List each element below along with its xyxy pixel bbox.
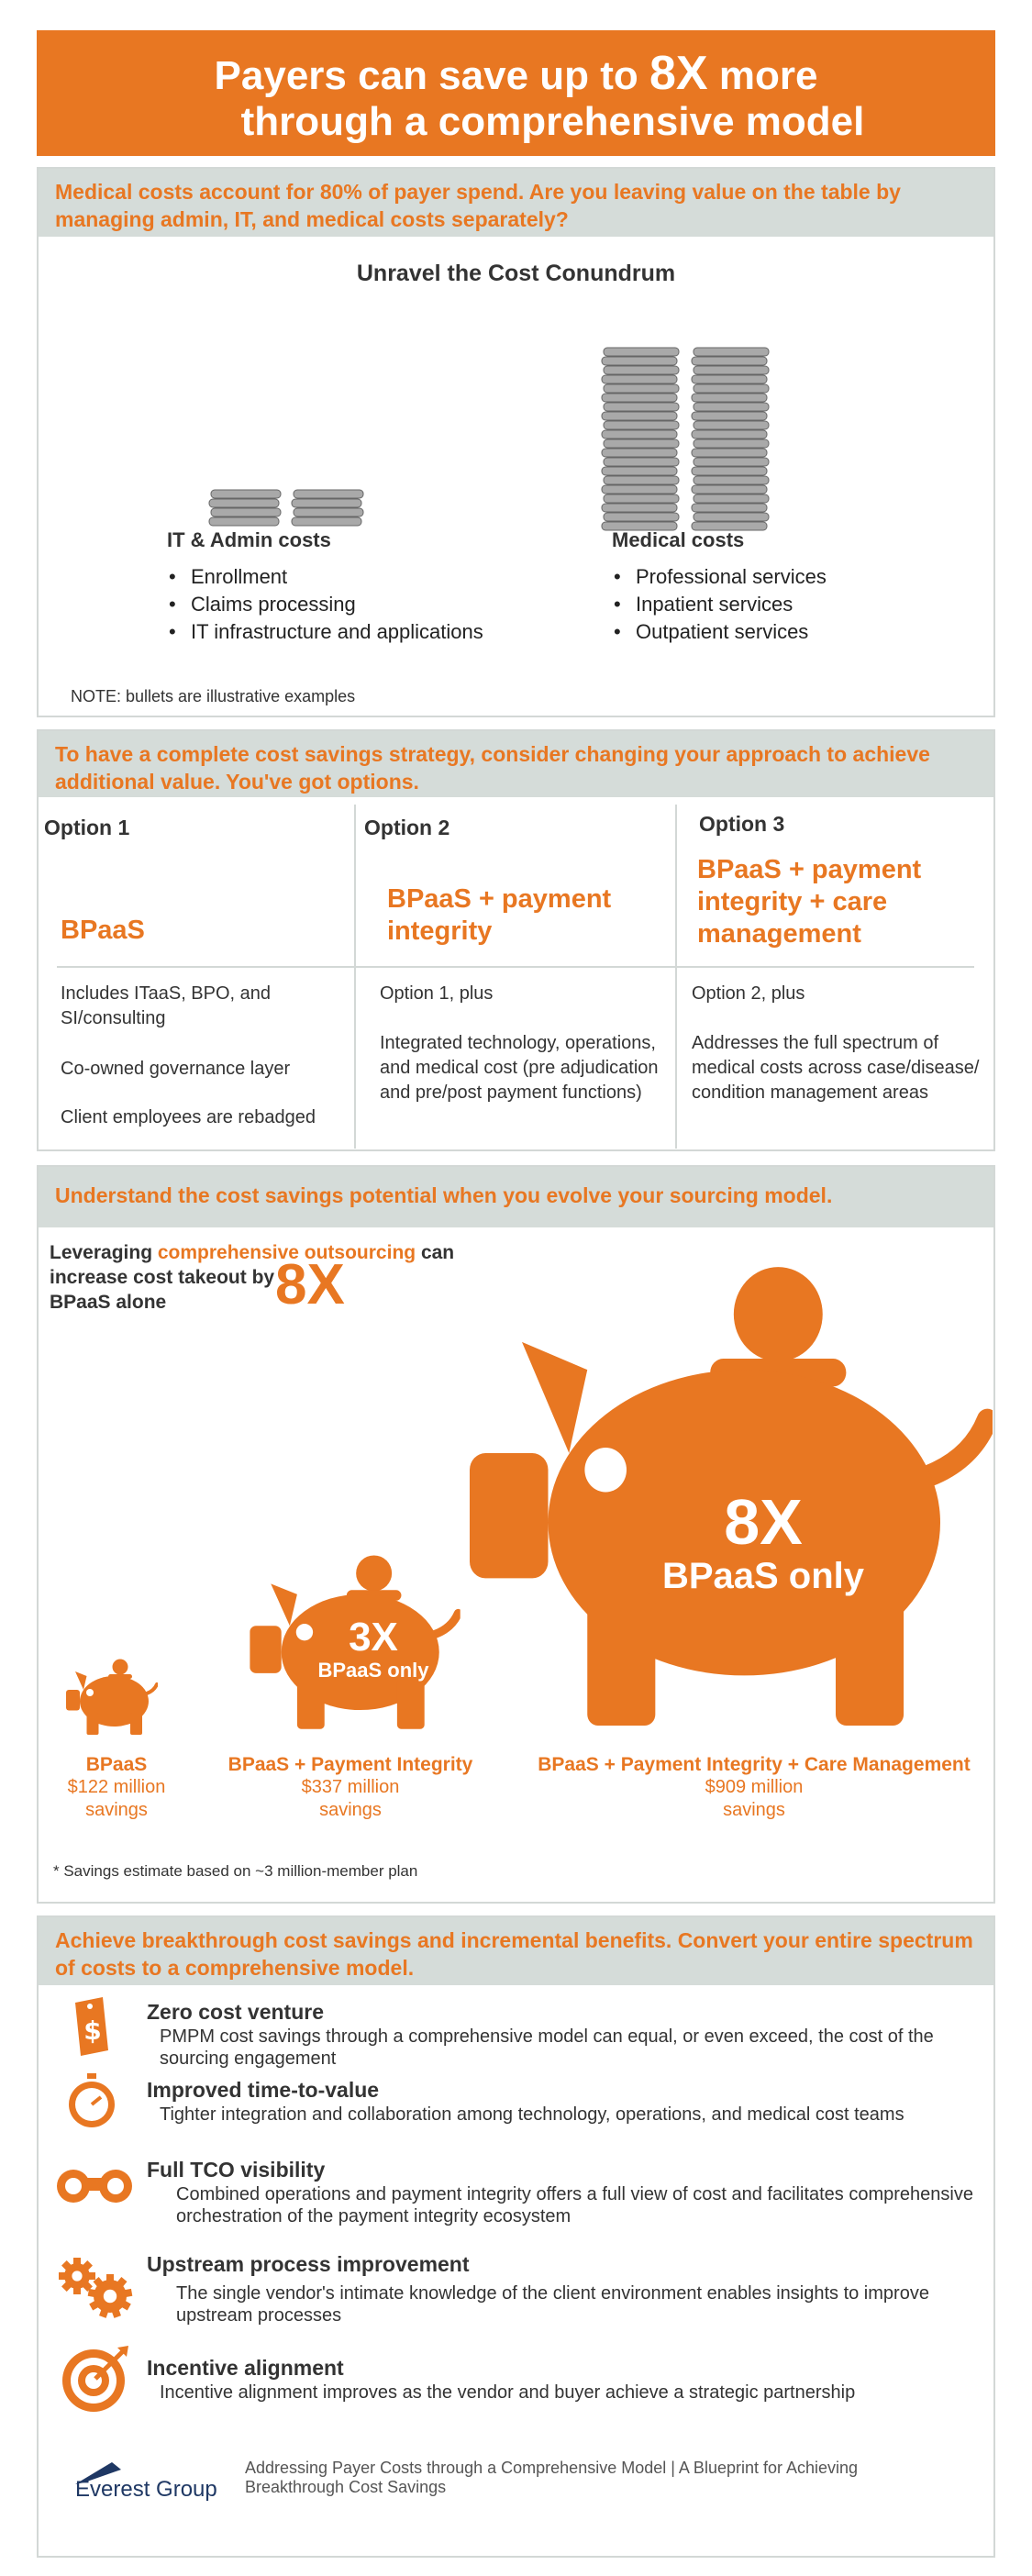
savings-label-name: BPaaS + Payment Integrity + Care Management (538, 1754, 971, 1775)
coin (604, 458, 679, 466)
coin (604, 439, 679, 448)
coin (294, 508, 363, 516)
medical-heading: Medical costs (612, 528, 745, 551)
savings-label-amount: $909 million (705, 1777, 804, 1797)
coin (694, 439, 769, 448)
savings-label-name: BPaaS + Payment Integrity (227, 1754, 473, 1775)
section-savings-potential (37, 1165, 995, 1904)
savings-label-amount: $122 million (67, 1777, 166, 1797)
coin (211, 508, 281, 516)
coin (604, 421, 679, 429)
coin (692, 375, 767, 383)
it-admin-item: • IT infrastructure and applications (167, 618, 483, 646)
coin (604, 476, 679, 484)
gears-icon (55, 2252, 138, 2321)
option1-line: Includes ITaaS, BPO, and SI/consulting (61, 983, 272, 1028)
coin (694, 384, 769, 393)
coin (602, 357, 677, 365)
gear-hole (104, 2290, 117, 2303)
coin (604, 494, 679, 503)
option1-line: Co-owned governance layer (61, 1059, 291, 1079)
coin (602, 430, 677, 439)
coin (604, 513, 679, 521)
header-line1-post: more (707, 53, 818, 98)
header-line1-pre: Payers can save up to (214, 53, 650, 98)
intro-part-b: comprehensive outsourcing (157, 1242, 416, 1263)
option2-label: Option 2 (364, 816, 450, 839)
coin (211, 490, 281, 498)
coin (602, 375, 677, 383)
pig-large-label (612, 1488, 915, 1596)
benefit-title: Upstream process improvement (147, 2252, 470, 2276)
coin (602, 504, 677, 512)
coin (692, 449, 767, 457)
section2-band: To have a complete cost savings strategy, consider changing your approach to achieve additional value. You've got options. (39, 731, 993, 797)
medical-item: • Inpatient services (612, 591, 827, 618)
coin (604, 384, 679, 393)
option-row-divider (57, 966, 974, 968)
option3-line: Addresses the full spectrum of medical costs across case/disease/ condition management areas (692, 1033, 980, 1103)
savings-label-unit: savings (319, 1800, 382, 1820)
stopwatch-icon (62, 2071, 121, 2130)
intro-part-a: Leveraging (50, 1242, 158, 1263)
benefit-text: PMPM cost savings through a comprehensive model can equal, or even exceed, the cost of the sourcing engagement (160, 2026, 934, 2069)
coin (692, 430, 767, 439)
option3-label: Option 3 (699, 812, 785, 836)
option2-line: Integrated technology, operations, and medical cost (pre adjudication and pre/post payment functions) (380, 1033, 659, 1103)
coin (692, 357, 767, 365)
option1-label: Option 1 (44, 816, 130, 839)
savings-label-name: BPaaS (85, 1754, 148, 1775)
coin (692, 394, 767, 402)
option2-line: Option 1, plus (380, 983, 494, 1004)
benefit-title: Full TCO visibility (147, 2158, 326, 2182)
intro-part-c: can increase cost takeout by (50, 1242, 455, 1288)
coin (694, 403, 769, 411)
section3-band: Understand the cost savings potential when you evolve your sourcing model. (39, 1167, 993, 1227)
benefit-title: Improved time-to-value (147, 2078, 380, 2102)
coin (694, 421, 769, 429)
option3-line: Option 2, plus (692, 983, 805, 1004)
coin (602, 449, 677, 457)
coin (602, 394, 677, 402)
section1-band: Medical costs account for 80% of payer spend. Are you leaving value on the table by managing admin, IT, and medical costs separately? (39, 169, 993, 237)
price-tag-icon (66, 1995, 112, 2060)
savings-label-unit: savings (85, 1800, 148, 1820)
coin (209, 499, 279, 507)
everest-logo: Everest Group (75, 2477, 217, 2502)
coin (604, 403, 679, 411)
coin (602, 412, 677, 420)
it-admin-list (167, 563, 483, 646)
savings-footnote: * Savings estimate based on ~3 million-member plan (53, 1862, 418, 1880)
pig-medium-big: 3X (349, 1615, 398, 1660)
binoculars-icon (55, 2163, 134, 2209)
benefit-title: Incentive alignment (147, 2356, 344, 2380)
coin (604, 348, 679, 356)
option-divider (354, 805, 356, 1149)
coin (604, 366, 679, 374)
savings-label-bpaas-pi (213, 1754, 488, 1822)
benefit-text: Incentive alignment improves as the vendor and buyer achieve a strategic partnership (160, 2382, 856, 2403)
pig-large-sub: BPaaS only (661, 1556, 865, 1596)
section1-note: NOTE: bullets are illustrative examples (71, 687, 356, 705)
coin (694, 476, 769, 484)
pig-large-big: 8X (724, 1486, 803, 1558)
section-cost-conundrum (37, 167, 995, 717)
benefit-text: The single vendor's intimate knowledge of the client environment enables insights to improve upstream processes (176, 2283, 929, 2326)
savings-intro (50, 1240, 490, 1315)
header-line2: through a comprehensive model (240, 99, 865, 144)
medical-item: • Professional services (612, 563, 827, 591)
coin (692, 467, 767, 475)
option3-head: BPaaS + payment integrity + care management (697, 855, 922, 949)
it-admin-item: • Enrollment (167, 563, 483, 591)
savings-label-amount: $337 million (301, 1777, 400, 1797)
gear-hole (72, 2271, 82, 2281)
benefit-text: Combined operations and payment integrity offers a full view of cost and facilitates comprehensive orchestration of the payment integrity ecosystem (176, 2184, 973, 2226)
coin (694, 366, 769, 374)
intro-big-8x: 8X (275, 1253, 345, 1316)
coin (602, 485, 677, 494)
coin-stacks-small-icon (204, 444, 369, 531)
option1-line: Client employees are rebadged (61, 1107, 316, 1127)
option1-head: BPaaS (61, 916, 145, 945)
pig-medium-label (305, 1616, 442, 1682)
coin (694, 348, 769, 356)
option-divider (675, 805, 677, 1149)
savings-label-unit: savings (723, 1800, 785, 1820)
option2-head: BPaaS + payment integrity (387, 884, 612, 946)
coin (602, 467, 677, 475)
header-line1-big: 8X (649, 47, 708, 100)
coin (294, 490, 363, 498)
footer-text: Addressing Payer Costs through a Comprehensive Model | A Blueprint for Achieving Breakthrough Cost Savings (245, 2459, 859, 2496)
coin-stacks-tall-icon (598, 316, 782, 536)
section4-band: Achieve breakthrough cost savings and incremental benefits. Convert your entire spectrum of costs to a comprehensive model. (39, 1917, 993, 1985)
page-header (37, 30, 995, 156)
coin (692, 485, 767, 494)
section1-title: Unravel the Cost Conundrum (356, 261, 676, 286)
coin (694, 513, 769, 521)
intro-part-d: BPaaS alone (50, 1292, 167, 1313)
piggy-bank-small-icon (66, 1658, 158, 1736)
coin (292, 517, 361, 526)
section-benefits (37, 1915, 995, 2558)
section-options (37, 729, 995, 1151)
coin (209, 517, 279, 526)
it-admin-heading: IT & Admin costs (167, 528, 331, 551)
coin (694, 458, 769, 466)
pig-medium-sub: BPaaS only (317, 1659, 429, 1682)
savings-label-bpaas-pi-cm (525, 1754, 983, 1822)
savings-label-bpaas (39, 1754, 194, 1822)
coin (292, 499, 361, 507)
target-icon (59, 2344, 130, 2415)
benefit-title: Zero cost venture (147, 2000, 324, 2024)
svg-text:$: $ (83, 2015, 102, 2046)
coin (692, 412, 767, 420)
benefit-text: Tighter integration and collaboration among technology, operations, and medical cost teams (160, 2104, 904, 2125)
coin (694, 494, 769, 503)
medical-item: • Outpatient services (612, 618, 827, 646)
coin (692, 504, 767, 512)
it-admin-item: • Claims processing (167, 591, 483, 618)
medical-list (612, 563, 827, 646)
